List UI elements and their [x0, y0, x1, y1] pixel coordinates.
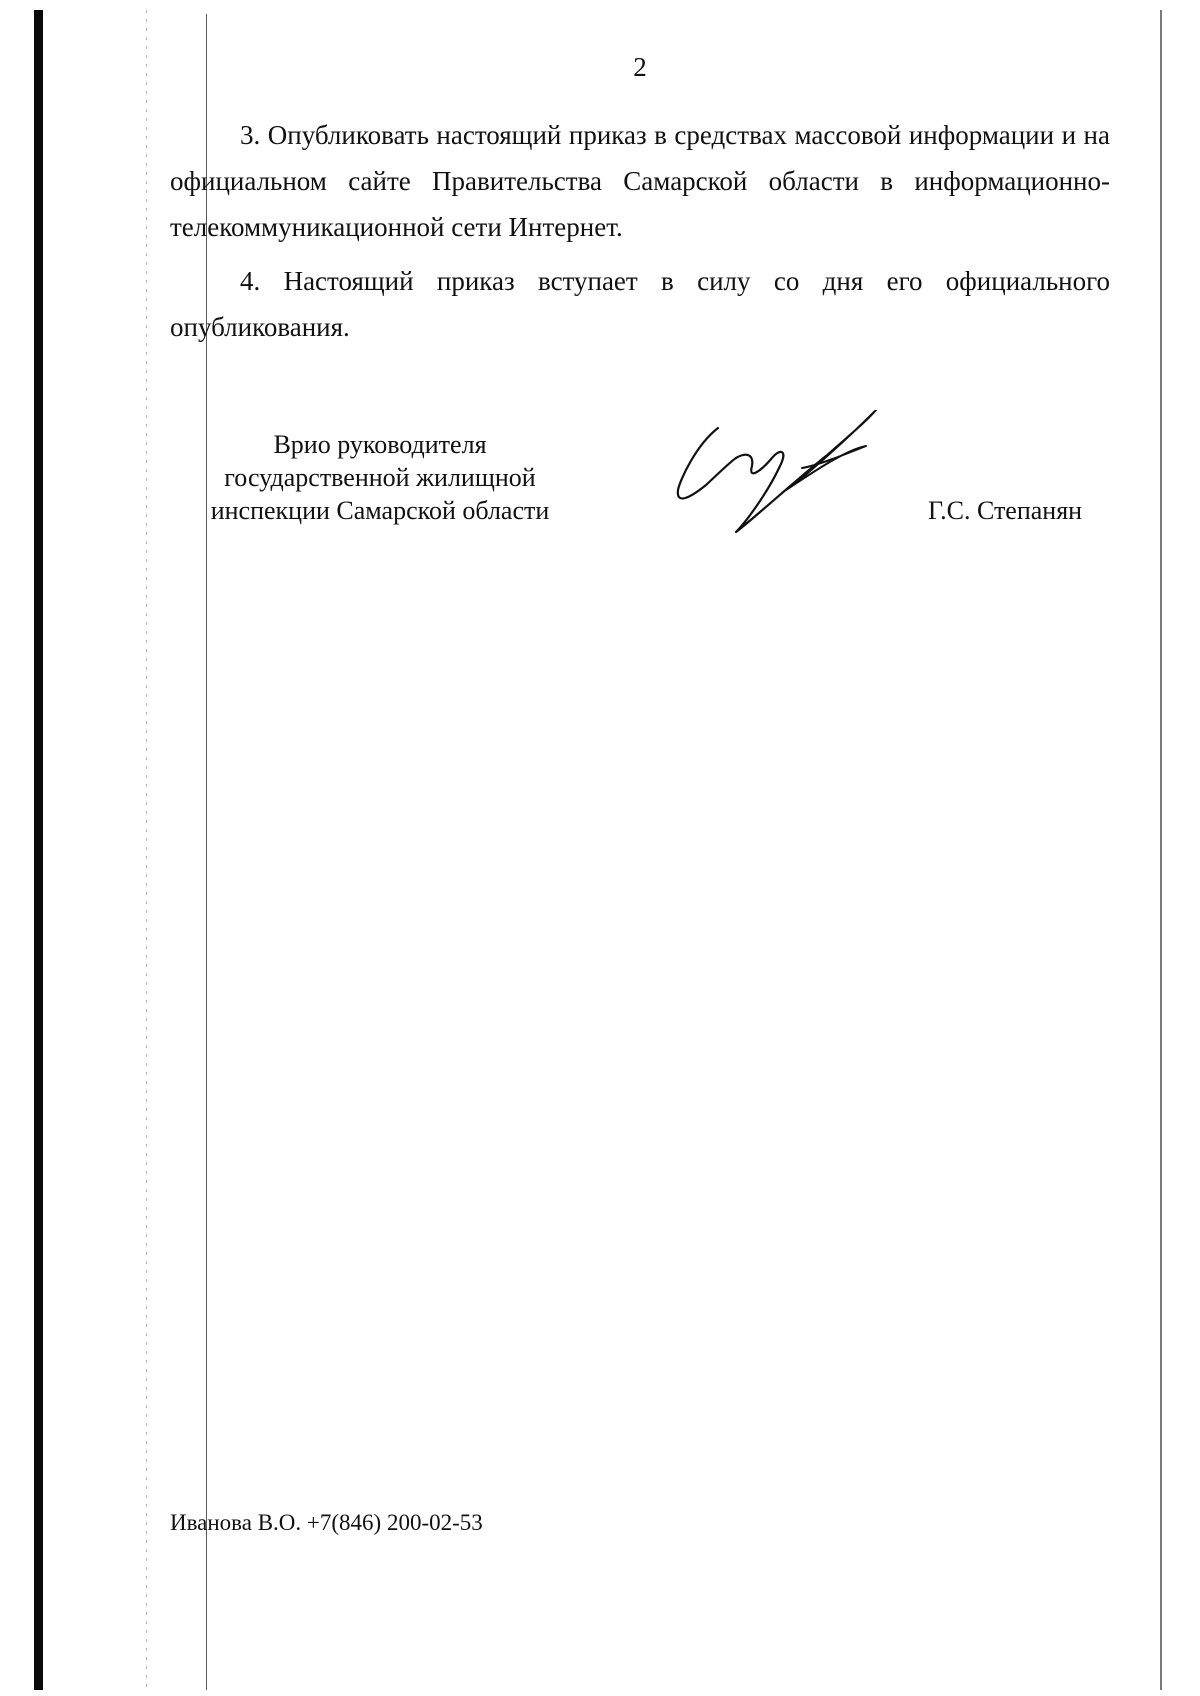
paragraph-3-text: 3. Опубликовать настоящий приказ в средствах массовой информации и на официальном сайте Правительства Самарской области в информационно-телекоммуникационной сети Интернет. [170, 120, 1110, 242]
executor-contact: Иванова В.О. +7(846) 200-02-53 [170, 1510, 483, 1535]
page-number: 2 [633, 52, 647, 82]
paragraph-3 [170, 112, 1110, 250]
scan-artifact-line [146, 10, 147, 1690]
signatory-line-3: инспекции Самарской области [210, 496, 550, 525]
signatory-line-1: Врио руководителя [273, 430, 487, 459]
paragraph-4-text: 4. Настоящий приказ вступает в силу со дня его официального опубликования. [170, 266, 1110, 342]
scan-binding-bar [34, 10, 43, 1690]
signatory-line-2: государственной жилищной [224, 463, 536, 492]
scan-edge-line [1160, 10, 1162, 1690]
handwritten-signature [676, 410, 926, 580]
signer-name: Г.С. Степанян [928, 496, 1083, 525]
paragraph-4 [170, 258, 1110, 350]
signatory-position [180, 428, 580, 527]
